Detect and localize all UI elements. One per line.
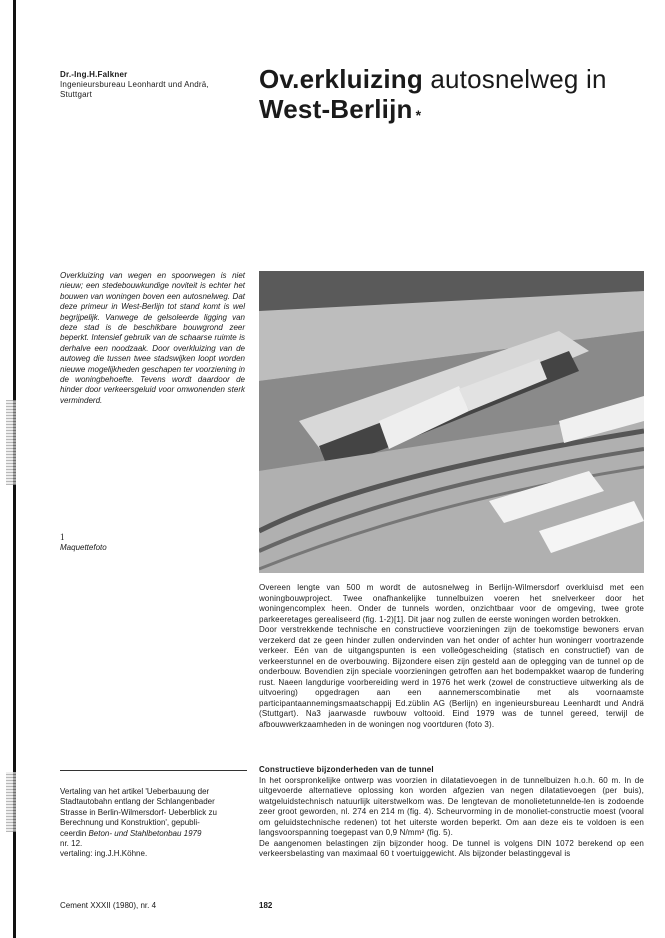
body-paragraph: Overeen lengte van 500 m wordt de autosnelweg in Berlijn-Wilmersdorf overkluisd met een woningbouwproject. Twee onafhankelijke tunnelbuizen voeren het snelverkeer door het woningencomplex heen. Onder de tunnels worden, onzichtbaar voor de omgeving, twee grote parkeeretages gerealiseerd (fig. 1-2)[1]. Dit jaar nog zullen de eerste woningen worden betrokken.	[259, 583, 644, 624]
footnote-line: Stadtautobahn entlang der Schlangenbader	[60, 797, 215, 807]
author-name: Dr.-Ing.H.Falkner	[60, 70, 128, 79]
body-paragraph: De aangenomen belastingen zijn bijzonder hoog. De tunnel is volgens DIN 1072 berekend op een verkeersbelasting van maximaal 60 t voertuiggewicht. Als bijzonder belastinggeval is	[259, 838, 644, 858]
title-footnote-mark: *	[415, 107, 422, 123]
footnote-line: nr. 12.	[60, 839, 83, 849]
footnote-line: Vertaling van het artikel 'Ueberbauung der	[60, 787, 210, 796]
journal-footer: Cement XXXII (1980), nr. 4	[60, 901, 157, 910]
footnote-line: Strasse in Berlin-Wilmersdorf- Ueberblick zu	[60, 807, 217, 817]
author-affiliation: Ingenieursbureau Leonhardt und Andrä,	[60, 80, 209, 89]
model-photo	[259, 271, 644, 573]
author-block	[60, 70, 250, 100]
footnote-source: Beton- und Stahlbetonbau 1979	[88, 828, 202, 838]
body-text	[259, 583, 644, 730]
figure-caption: Maquettefoto	[60, 543, 107, 552]
body-paragraph: Door verstrekkende technische en constructieve voorzieningen zijn de toekomstige bewoners ervan verzekerd dat ze geen hinder zullen ondervinden van het onder of achter hun woningerr voortrazende verkeer. Eén van de uitgangspunten is een volleögescheiding (statisch en constructief) van de verkeerstunnel en de overbouwing. Bijzondere eisen zijn gesteld aan de oplegging van de tunnel op de onderbouw. Bovendien zijn speciale voorzieningen getroffen aan het bodempakket waarop de fundering rust. Naeen langdurige voorbereiding werd in 1976 het werk (zowel de constructieve uitwerking als de uitvoering) opgedragen aan een aannemerscombinatie met als voornaamste participantaannemingsmaatschappij Ed.züblin AG (Berlijn) en ingenieursbureau Leenhardt und Andrä (Stuttgart). Na3 jaarwasde ruwbouw voltooid. Eind 1979 was de tunnel gereed, terwijl de afbouwwerkzaamheden in de woningen nog voortduren (foto 3).	[259, 625, 644, 729]
section-heading: Constructieve bijzonderheden van de tunnel	[259, 765, 434, 774]
translation-footnote	[60, 787, 250, 860]
article-title	[259, 64, 649, 124]
body-text-section	[259, 765, 644, 860]
author-city: Stuttgart	[60, 90, 93, 99]
title-rest: autosnelweg in	[422, 64, 607, 94]
footnote-line: Berechnung und Konstruktion', gepubli-	[60, 818, 200, 828]
page-number: 182	[259, 901, 273, 910]
figure-number: 1	[60, 532, 65, 542]
scan-artifact	[6, 772, 16, 832]
abstract: Overkluizing van wegen en spoorwegen is niet nieuw; een stedebouwkundige noviteit is echter het bouwen van woningen boven een autosnelweg. Dat deze primeur in West-Berlijn tot stand komt is wel begrijpelijk. Vanwege de gelsoleerde ligging van deze stad is de beschikbare bouwgrond zeer beperkt. Intensief gebruik van de schaarse ruimte is derhalve een noodzaak. Door overkluizing van de autoweg die tussen twee stadswijken loopt worden nieuwe mogelijkheden geschapen ter voorziening in de woningbehoefte. Tevens wordt daardoor de hinder door verkeersgeluid voor omwonenden sterk verminderd.	[60, 271, 245, 405]
footnote-rule	[60, 770, 247, 771]
title-bold: Ov.erkluizing	[259, 64, 423, 94]
footnote-text: ceerdin	[60, 828, 89, 838]
body-paragraph: In het oorspronkelijke ontwerp was voorzien in dilatatievoegen in de tunnelbuizen h.o.h. 60 m. In de uitgevoerde alternatieve oplossing kon worden afgezien van negen dilatatievoegen (per buis), watgeluidstechnisch natuurlijk uiterstwelkom was. De lengtevan de monolietetunnelde-len is zodoende zeer groot geworden, nl. 274 en 214 m (fig. 4). Scheurvorming in de monoliet-constructie moest (vooral om geluidstechnische redenen) tot het uiterste worden beperkt. Om aan deze eis te voldoen is een langsvoorspanning toegepast van 0,9 N/mm² (fig. 5).	[259, 775, 644, 837]
scan-artifact	[6, 400, 16, 485]
title-line2: West-Berlijn	[259, 94, 413, 124]
footnote-translator: vertaling: ing.J.H.Köhne.	[60, 849, 148, 859]
footnote-line	[60, 829, 250, 839]
